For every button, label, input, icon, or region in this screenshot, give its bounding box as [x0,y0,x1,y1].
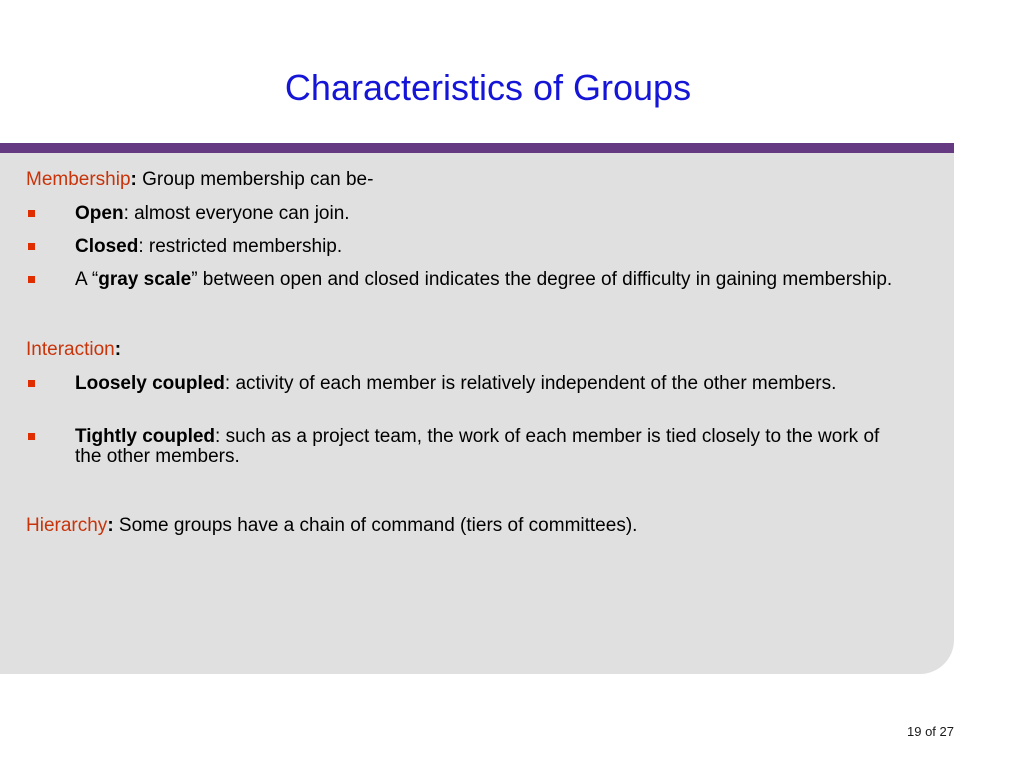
membership-heading [26,169,373,191]
bullet-term: Open [75,203,124,224]
interaction-colon: : [114,339,122,360]
square-bullet-icon [28,276,35,283]
bullet-term: gray scale [98,269,192,290]
bullet-term: Loosely coupled [75,373,225,394]
content-panel [0,143,954,674]
bullet-description: : almost everyone can join. [123,203,350,224]
bullet-text [75,427,906,467]
membership-colon: : [130,169,137,190]
bullet-text [75,374,906,394]
bullet-description: : such as a project team, the work of each member is tied closely to the work of the other members. [75,426,880,467]
hierarchy-colon: : [107,515,114,536]
bullet-text [75,270,906,290]
membership-item-open [26,204,906,224]
slide-title: Characteristics of Groups [284,67,692,108]
square-bullet-icon [28,210,35,217]
interaction-term: Interaction [26,339,115,360]
bullet-term: Tightly coupled [75,426,216,447]
hierarchy-term: Hierarchy [26,515,108,536]
membership-text: Group membership can be- [136,169,374,190]
bullet-text [75,237,906,257]
interaction-item-tightly-coupled [26,427,906,467]
hierarchy-heading [26,515,637,537]
bullet-prefix: A “ [75,269,99,290]
interaction-heading [26,339,121,361]
bullet-text [75,204,906,224]
membership-item-gray-scale [26,270,906,290]
bullet-description: : activity of each member is relatively independent of the other members. [224,373,837,394]
square-bullet-icon [28,433,35,440]
square-bullet-icon [28,380,35,387]
membership-item-closed [26,237,906,257]
page-indicator: 19 of 27 [907,724,954,739]
bullet-description: : restricted membership. [138,236,343,257]
bullet-description: ” between open and closed indicates the degree of difficulty in gaining membership. [191,269,893,290]
interaction-item-loosely-coupled [26,374,906,394]
square-bullet-icon [28,243,35,250]
bullet-term: Closed [75,236,139,257]
membership-term: Membership [26,169,131,190]
hierarchy-text: Some groups have a chain of command (tiers of committees). [113,515,638,536]
